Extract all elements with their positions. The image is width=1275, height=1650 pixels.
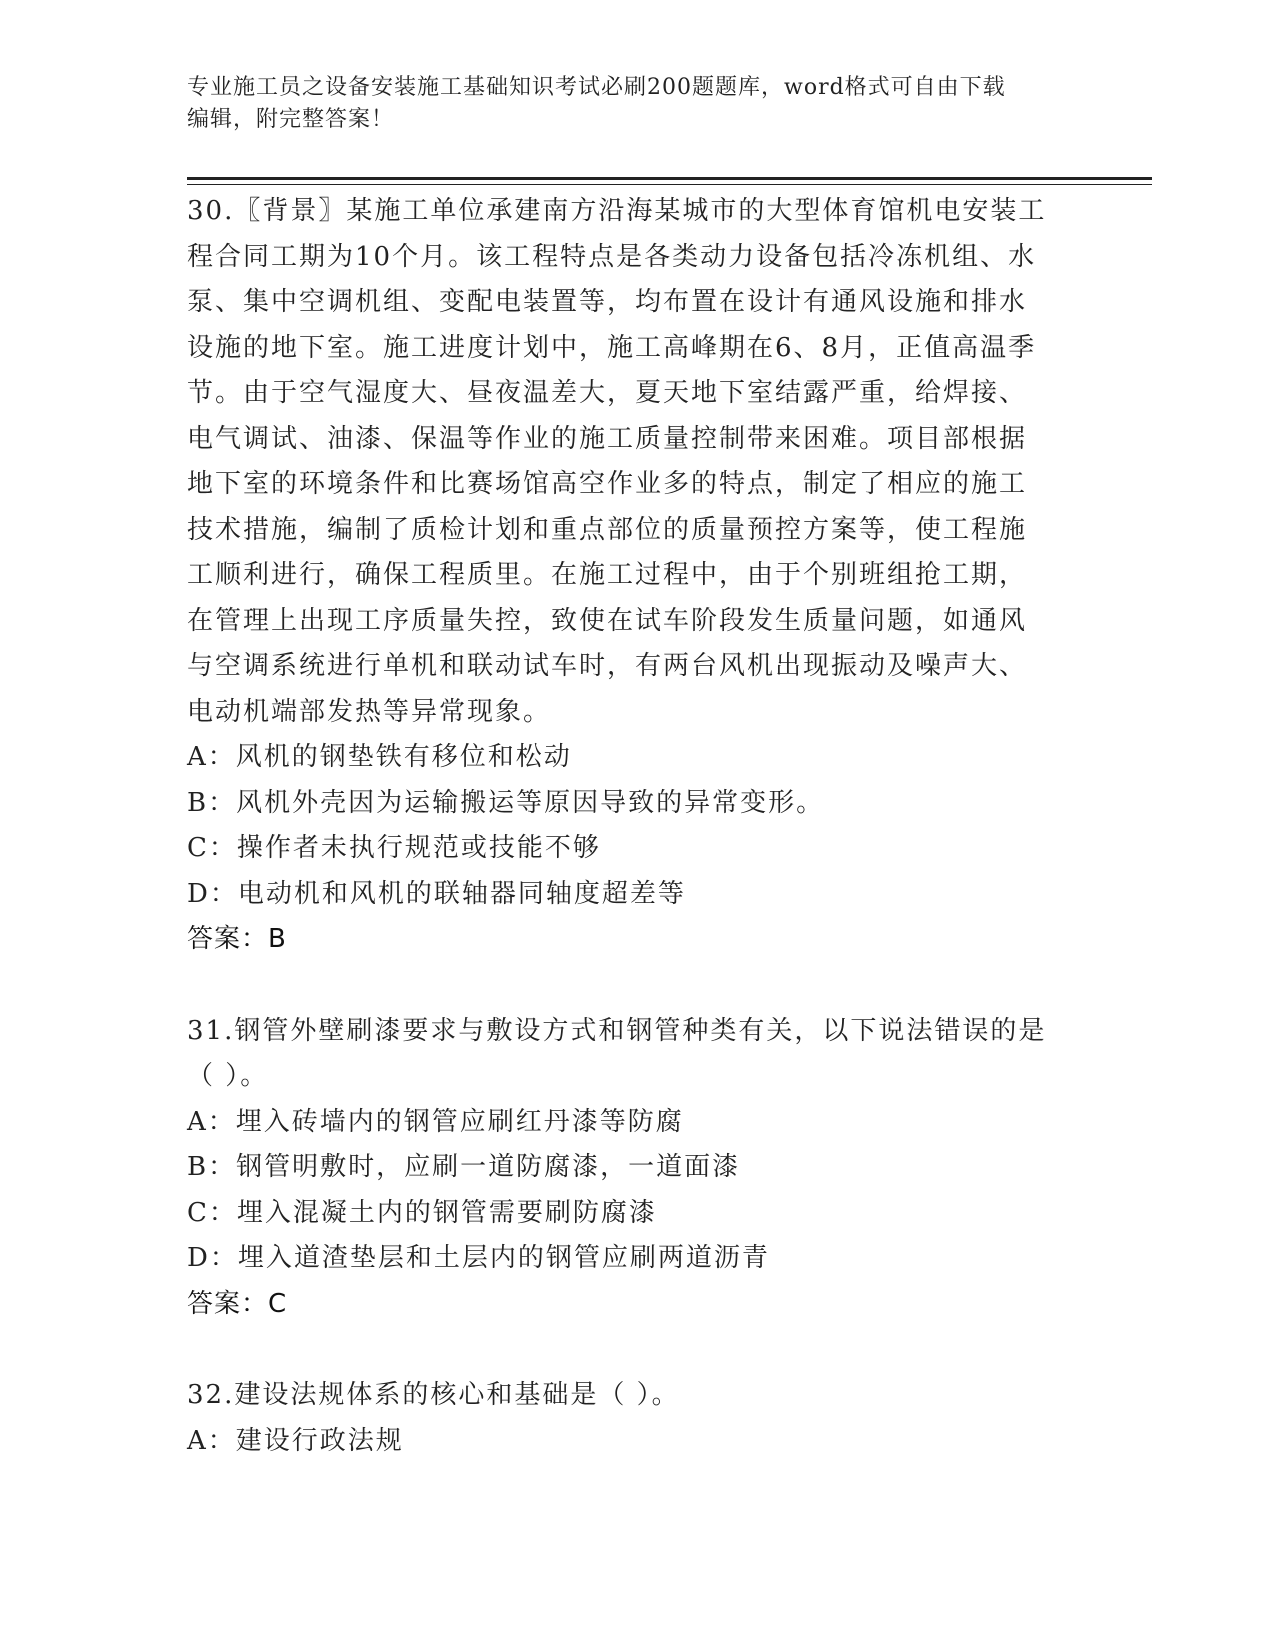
option-b: B：风机外壳因为运输搬运等原因导致的异常变形。 xyxy=(187,787,825,818)
option-c: C：埋入混凝土内的钢管需要刷防腐漆 xyxy=(187,1197,657,1228)
header-line-1: 专业施工员之设备安装施工基础知识考试必刷200题题库，word格式可自由下载 xyxy=(187,75,1006,100)
answer-key: 答案：C xyxy=(187,1288,288,1319)
answer-key: 答案：B xyxy=(187,924,287,954)
question-stem-line: 电动机端部发热等异常现象。 xyxy=(187,696,552,727)
question-stem-line: 31.钢管外壁刷漆要求与敷设方式和钢管种类有关，以下说法错误的是 xyxy=(187,1015,1047,1046)
header-divider-thick xyxy=(187,177,1152,180)
question-list xyxy=(187,189,1087,1464)
option-c: C：操作者未执行规范或技能不够 xyxy=(187,833,601,863)
option-a: A：建设行政法规 xyxy=(187,1425,404,1456)
document-header xyxy=(187,72,1087,136)
question-stem-line: 与空调系统进行单机和联动试车时，有两台风机出现振动及噪声大、 xyxy=(187,651,1028,681)
header-line-2: 编辑，附完整答案！ xyxy=(187,107,395,132)
question-31 xyxy=(187,1009,1087,1328)
question-stem-line: 在管理上出现工序质量失控，致使在试车阶段发生质量问题，如通风 xyxy=(187,605,1028,636)
question-stem-line: 技术措施，编制了质检计划和重点部位的质量预控方案等，使工程施 xyxy=(187,514,1028,545)
question-stem-line: 电气调试、油漆、保温等作业的施工质量控制带来困难。项目部根据 xyxy=(187,423,1028,454)
question-stem-line: 地下室的环境条件和比赛场馆高空作业多的特点，制定了相应的施工 xyxy=(187,469,1028,499)
question-30 xyxy=(187,189,1087,963)
question-stem-line: 节。由于空气湿度大、昼夜温差大，夏天地下室结露严重，给焊接、 xyxy=(187,378,1028,408)
question-stem-line: 30.〖背景〗某施工单位承建南方沿海某城市的大型体育馆机电安装工 xyxy=(187,196,1047,226)
option-a: A：埋入砖墙内的钢管应刷红丹漆等防腐 xyxy=(187,1106,684,1137)
question-spacer xyxy=(187,1327,1087,1373)
question-stem-line: 工顺利进行，确保工程质里。在施工过程中，由于个别班组抢工期， xyxy=(187,560,1028,590)
question-32 xyxy=(187,1373,1087,1464)
question-stem-line: 泵、集中空调机组、变配电装置等，均布置在设计有通风设施和排水 xyxy=(187,287,1028,317)
question-stem-line: 程合同工期为10个月。该工程特点是各类动力设备包括冷冻机组、水 xyxy=(187,241,1037,272)
header-divider-thin xyxy=(187,184,1152,185)
option-a: A：风机的钢垫铁有移位和松动 xyxy=(187,742,572,772)
question-stem-line: （ ）。 xyxy=(187,1061,269,1091)
question-stem-line: 设施的地下室。施工进度计划中，施工高峰期在6、8月，正值高温季 xyxy=(187,332,1037,363)
option-d: D：埋入道渣垫层和土层内的钢管应刷两道沥青 xyxy=(187,1243,770,1273)
option-d: D：电动机和风机的联轴器同轴度超差等 xyxy=(187,878,686,909)
question-stem-line: 32.建设法规体系的核心和基础是（ ）。 xyxy=(187,1380,680,1410)
option-b: B：钢管明敷时，应刷一道防腐漆，一道面漆 xyxy=(187,1152,741,1182)
question-spacer xyxy=(187,963,1087,1009)
